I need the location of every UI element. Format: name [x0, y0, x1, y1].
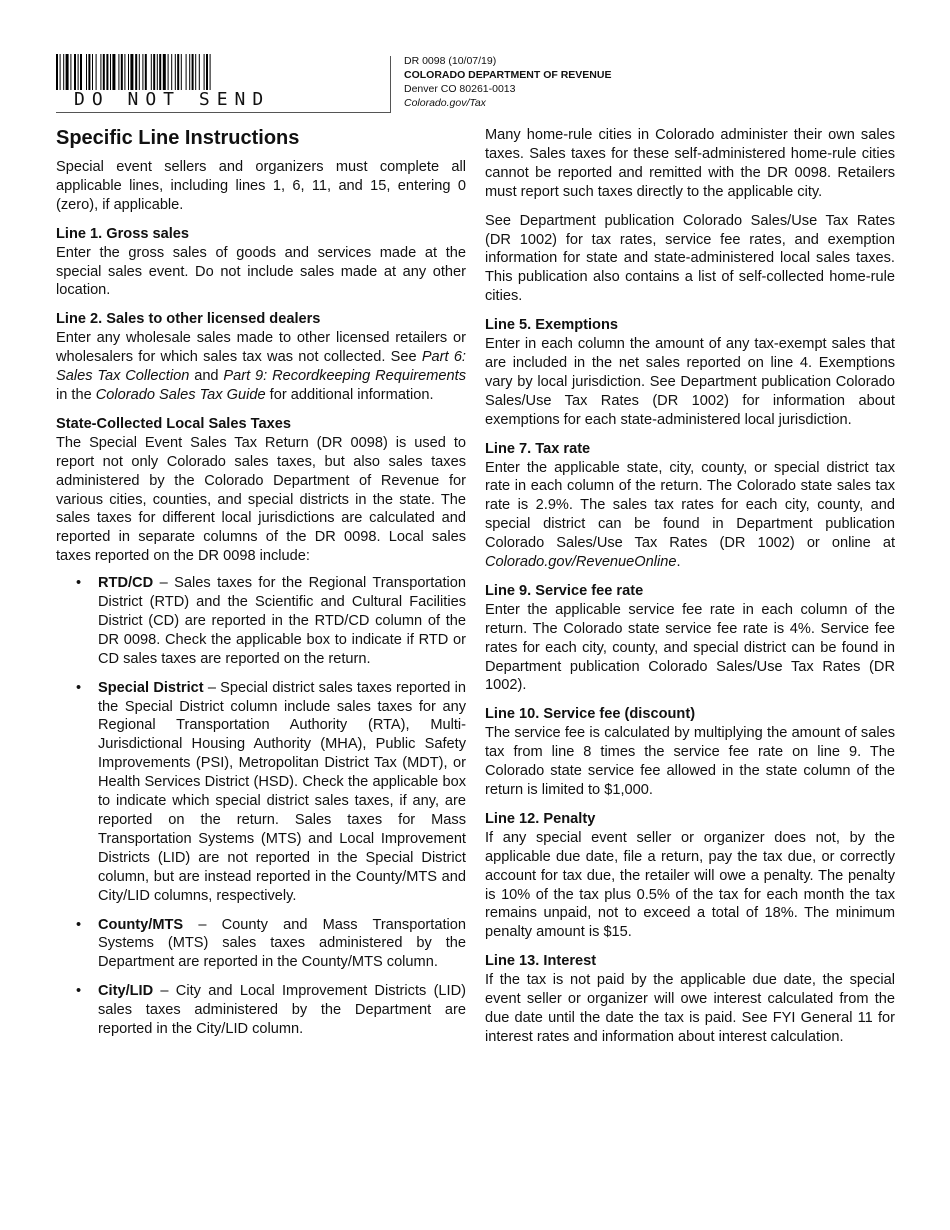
barcode-bar — [92, 54, 93, 90]
line10-body: The service fee is calculated by multiplying the amount of sales tax from line 8 times the service fee rate on line 9. The Colorado state service fee allowed in the state column of the return is limited to $1,000. — [485, 725, 895, 798]
ref-sales-tax-guide: Colorado Sales Tax Guide — [95, 386, 266, 403]
barcode-bar — [70, 54, 71, 90]
barcode-bar — [86, 54, 87, 90]
line7-section — [485, 440, 895, 572]
header-divider-horizontal — [56, 112, 391, 113]
page-title: Specific Line Instructions — [56, 127, 300, 149]
line7-body: Enter the applicable state, city, county, or special district tax rate in each column of the return. The Colorado state sales tax rate is 2.9%. The sales tax rates for each city, county, and special district can be found in Department publication Colorado Sales/Use Tax Rates (DR 1002) or online at Colorado.gov/RevenueOnline. — [485, 459, 895, 571]
barcode-bar — [128, 54, 129, 90]
barcode-bar — [63, 54, 64, 90]
revenue-online-link: Colorado.gov/RevenueOnline — [485, 554, 677, 571]
barcode-bar — [192, 54, 194, 90]
barcode-bar — [80, 54, 82, 90]
ref-part9: Part 9: Recordkeeping Requirements — [223, 368, 466, 385]
barcode-bar — [171, 54, 172, 90]
barcode-bar — [199, 54, 200, 90]
list-item: • City/LID – City and Local Improvement Districts (LID) sales taxes administered by the Department are reported in the City/LID column. — [56, 982, 466, 1039]
barcode-bar — [163, 54, 166, 90]
barcode-bar — [177, 54, 179, 90]
intro-paragraph: Special event sellers and organizers must complete all applicable lines, including lines 1, 6, 11, and 15, entering 0 (zero), if applicable. — [56, 159, 466, 213]
list-item: • County/MTS – County and Mass Transportation Systems (MTS) sales taxes administered by the Department are reported in the County/MTS column. — [56, 916, 466, 973]
barcode-bar — [96, 54, 97, 90]
line1-section — [56, 225, 466, 301]
barcode-bar — [130, 54, 133, 90]
department-name: COLORADO DEPARTMENT OF REVENUE — [404, 69, 612, 81]
line1-body: Enter the gross sales of goods and services made at the special sales event. Do not include sales made at any other location. — [56, 244, 466, 299]
line5-section — [485, 316, 895, 429]
line10-section — [485, 705, 895, 800]
barcode-bar — [153, 54, 155, 90]
barcode-icon — [56, 54, 276, 90]
barcode-bar — [124, 54, 125, 90]
barcode-bar — [110, 54, 111, 90]
state-collected-heading: State-Collected Local Sales Taxes — [56, 415, 291, 432]
barcode-bar — [66, 54, 69, 90]
ref-part6: Part 6: Sales Tax Collection — [56, 349, 466, 385]
barcode-bar — [112, 54, 115, 90]
line10-heading: Line 10. Service fee (discount) — [485, 706, 696, 723]
list-item: • RTD/CD – Sales taxes for the Regional Transportation District (RTD) and the Scientific and Cultural Facilities District (CD) are reported in the RTD/CD column of the DR 0098. Check the applicable box to indicate if RTD or CD sales taxes are reported on the return. — [56, 574, 466, 669]
barcode-bar — [206, 54, 208, 90]
line2-body: Enter any wholesale sales made to other licensed retailers or wholesalers for which sales tax was not collected. See Part 6: Sales Tax Collection and Part 9: Recordkeeping Requirements in the Colorado Sales Tax Guide for additional information. — [56, 330, 466, 403]
line2-heading: Line 2. Sales to other licensed dealers — [56, 311, 321, 328]
barcode-bar — [121, 54, 123, 90]
barcode-bar — [151, 54, 152, 90]
barcode-bar — [100, 54, 101, 90]
line9-heading: Line 9. Service fee rate — [485, 582, 644, 599]
department-address: Denver CO 80261-0013 — [404, 83, 516, 95]
local-taxes-list — [56, 574, 466, 1039]
right-column — [485, 126, 895, 1057]
line12-section — [485, 810, 895, 942]
left-column — [56, 126, 466, 1049]
barcode-bar — [142, 54, 143, 90]
barcode-bar — [145, 54, 147, 90]
line2-section — [56, 310, 466, 405]
barcode-bar — [106, 54, 108, 90]
line5-heading: Line 5. Exemptions — [485, 317, 618, 334]
state-collected-body: The Special Event Sales Tax Return (DR 0098) is used to report not only Colorado sales taxes, but also sales taxes administered by the Colorado Department of Revenue for various cities, counties, and special districts in the state. The sales taxes for different local jurisdictions are calculated and reported in separate columns of the DR 0098. Local sales taxes reported on the DR 0098 include: — [56, 434, 466, 565]
line13-body: If the tax is not paid by the applicable due date, the special event seller or organizer will owe interest calculated from the due date until the date the tax is paid. See FYI General 11 for interest rates and information about interest calculation. — [485, 972, 895, 1045]
barcode-bar — [139, 54, 140, 90]
barcode-bar — [181, 54, 182, 90]
barcode-bar — [157, 54, 158, 90]
department-website: Colorado.gov/Tax — [404, 97, 486, 109]
barcode-bar — [175, 54, 176, 90]
line7-heading: Line 7. Tax rate — [485, 440, 591, 457]
form-header — [404, 54, 611, 110]
barcode-bar — [168, 54, 169, 90]
see-publication-paragraph: See Department publication Colorado Sales/Use Tax Rates (DR 1002) for tax rates, service fee rates, and exemption information for state and state-administered local sales taxes. This publication also contains a list of self-collected home-rule cities. — [485, 212, 895, 305]
line13-section — [485, 952, 895, 1047]
line1-heading: Line 1. Gross sales — [56, 225, 190, 242]
line12-heading: Line 12. Penalty — [485, 810, 596, 827]
form-id: DR 0098 (10/07/19) — [404, 55, 497, 67]
line5-body: Enter in each column the amount of any tax-exempt sales that are included in the net sales reported on line 4. Exemptions vary by local jurisdiction. See Department publication Colorado Sales/Use Tax Rates (DR 1002) for information about exemptions for each state-administered local jurisdiction. — [485, 336, 895, 428]
list-item: • Special District – Special district sales taxes reported in the Special District column include sales taxes for any Regional Transportation Authority (RTA), Multi-Jurisdictional Housing Authority (MHA), Public Safety Improvements (PSI), Metropolitan District Tax (MDT), or Health Services District (HSD). Check the applicable box to indicate which special district sales taxes, if any, are reported on the return. Sales taxes for Mass Transportation Systems (MTS) and Local Improvement Districts (LID) are not reported in the Special District column, but are instead reported in the County/MTS and City/LID columns, respectively. — [56, 679, 466, 906]
barcode-bar — [74, 54, 76, 90]
barcode-bar — [103, 54, 105, 90]
line9-section — [485, 582, 895, 695]
barcode-caption: DO NOT SEND — [74, 89, 271, 110]
header-divider-vertical — [390, 56, 391, 112]
home-rule-paragraph: Many home-rule cities in Colorado administer their own sales taxes. Sales taxes for these self-administered home-rule cities cannot be reported and remitted with the DR 0098. Retailers must report such taxes directly to the applicable city. — [485, 127, 895, 200]
line13-heading: Line 13. Interest — [485, 953, 597, 970]
barcode-bar — [135, 54, 137, 90]
barcode-bar — [186, 54, 187, 90]
state-collected-section — [56, 415, 466, 1039]
barcode-bar — [88, 54, 90, 90]
barcode-bar — [78, 54, 79, 90]
barcode-bar — [195, 54, 196, 90]
line12-body: If any special event seller or organizer does not, by the applicable due date, file a return, pay the tax due, or correctly account for tax due, the retailer will owe a penalty. The penalty is 10% of the tax plus 0.5% of the tax for each month the tax remains unpaid, not to exceed a total of 18%. The minimum penalty amount is $15. — [485, 829, 895, 941]
barcode-bar — [159, 54, 161, 90]
barcode — [56, 54, 278, 110]
barcode-bar — [204, 54, 205, 90]
barcode-bar — [210, 54, 211, 90]
line9-body: Enter the applicable service fee rate in each column of the return. The Colorado state service fee rate is 4%. Service fee rates for each city, county, and special district can be found in Department publication Colorado Sales/Use Tax Rates (DR 1002). — [485, 601, 895, 694]
barcode-bar — [118, 54, 119, 90]
barcode-bar — [189, 54, 190, 90]
barcode-bar — [56, 54, 58, 90]
barcode-bar — [60, 54, 61, 90]
